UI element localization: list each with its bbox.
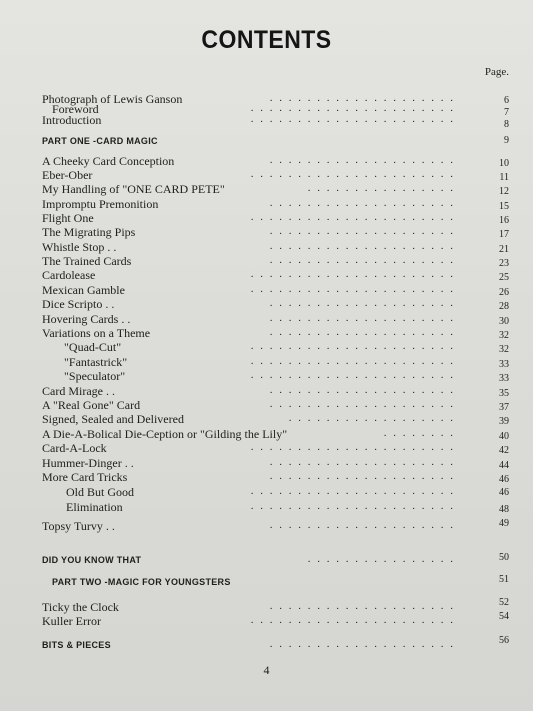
toc-entry [0,611,533,628]
toc-entry-page: 32 [499,330,509,341]
page-title: CONTENTS [201,26,332,54]
toc-entry [0,225,533,239]
toc-entry-page: 42 [499,445,509,456]
toc-entry-title: "Quad-Cut" [64,340,122,354]
toc-entry-page: 16 [499,215,509,226]
toc-entry [0,519,533,533]
toc-entry-page: 9 [504,135,509,146]
toc-leader-dots: . . . . . . . . . . . . . . . . . . . . [269,92,455,104]
toc-entry [0,456,533,470]
toc-entry-page: 50 [499,552,509,563]
toc-leader-dots: . . . . . . . . . . . . . . . . . . . . [269,398,455,410]
toc-entry-page: 26 [499,287,509,298]
toc-entry-page: 56 [499,635,509,646]
toc-entry-title: The Trained Cards [42,254,132,268]
toc-entry-page: 33 [499,373,509,384]
toc-leader-dots: . . . . . . . . . . . . . . . . . . . . . . [250,485,455,497]
toc-entry-page: 25 [499,272,509,283]
toc-entry [0,384,533,398]
toc-entry-page: 8 [504,119,509,130]
toc-entry-title: DID YOU KNOW THAT [42,555,142,565]
toc-entry-title: Topsy Turvy . . [42,519,115,533]
toc-leader-dots: . . . . . . . . . . . . . . . . . . . . . . [250,283,455,295]
toc-entry-page: 40 [499,431,509,442]
toc-entry-title: PART TWO -MAGIC FOR YOUNGSTERS [52,577,231,587]
toc-entry-page: 37 [499,402,509,413]
toc-entry [0,575,533,589]
toc-entry-page: 51 [499,574,509,585]
toc-leader-dots: . . . . . . . . . . . . . . . . . . . . [269,470,455,482]
toc-entry-title: Mexican Gamble [42,283,125,297]
toc-leader-dots: . . . . . . . . . . . . . . . . . . . . [269,154,455,166]
toc-leader-dots: . . . . . . . . . . . . . . . . . . . . . . [250,168,455,180]
toc-entry [0,470,533,484]
toc-entry-title: Flight One [42,211,94,225]
toc-leader-dots: . . . . . . . . . . . . . . . . . . . . [269,326,455,338]
toc-leader-dots: . . . . . . . . . . . . . . . . . . . . [269,240,455,252]
toc-entry-page: 32 [499,344,509,355]
toc-entry-title: "Speculator" [64,369,126,383]
toc-entry [0,441,533,455]
toc-entry-page: 28 [499,301,509,312]
toc-leader-dots: . . . . . . . . . . . . . . . . . . . . [269,254,455,266]
toc-entry-title: Old But Good [66,485,135,499]
toc-entry-title: BITS & PIECES [42,640,111,650]
toc-entry-title: PART ONE -CARD MAGIC [42,136,158,146]
toc-leader-dots: . . . . . . . . . . . . . . . . . . . . . . [250,102,455,114]
toc-entry-title: Kuller Error [42,614,101,628]
toc-leader-dots: . . . . . . . . . . . . . . . . . . . . . . [250,268,455,280]
toc-leader-dots: . . . . . . . . [383,427,455,439]
toc-entry-page: 52 [499,597,509,608]
toc-entry [0,500,533,514]
toc-entry [0,254,533,268]
toc-leader-dots: . . . . . . . . . . . . . . . . . . . . [269,638,455,650]
toc-leader-dots: . . . . . . . . . . . . . . . . [307,553,455,565]
toc-entry-page: 48 [499,504,509,515]
toc-entry-page: 23 [499,258,509,269]
toc-entry-page: 11 [499,172,509,183]
toc-entry-title: "Fantastrick" [64,355,128,369]
toc-leader-dots: . . . . . . . . . . . . . . . . . . . . [269,456,455,468]
toc-entry [0,168,533,182]
toc-entry-page: 10 [499,158,509,169]
toc-entry-title: Dice Scripto . . [42,297,115,311]
toc-entry [0,427,533,441]
toc-entry-title: Introduction [42,113,102,127]
toc-entry [0,340,533,354]
toc-entry [0,412,533,426]
toc-entry-title: More Card Tricks [42,470,128,484]
toc-entry-title: Cardolease [42,268,96,282]
page-number: 4 [263,663,270,677]
toc-entry [0,154,533,168]
toc-entry-page: 21 [499,244,509,255]
toc-leader-dots: . . . . . . . . . . . . . . . . [307,182,455,194]
toc-entry-page: 49 [499,518,509,529]
toc-leader-dots: . . . . . . . . . . . . . . . . . . [288,412,455,424]
toc-entry-page: 46 [499,474,509,485]
toc-entry [0,485,533,499]
toc-entry-page: 12 [499,186,509,197]
toc-entry-page: 30 [499,316,509,327]
toc-entry-page: 35 [499,388,509,399]
toc-leader-dots: . . . . . . . . . . . . . . . . . . . . . . [250,369,455,381]
toc-entry-page: 15 [499,201,509,212]
toc-entry-title: A Cheeky Card Conception [42,154,175,168]
toc-entry [0,211,533,225]
toc-entry-title: Hummer-Dinger . . [42,456,134,470]
toc-leader-dots: . . . . . . . . . . . . . . . . . . . . [269,297,455,309]
toc-entry-title: Foreword [52,102,99,116]
toc-entry [0,297,533,311]
toc-leader-dots: . . . . . . . . . . . . . . . . . . . . [269,225,455,237]
toc-entry [0,113,533,130]
toc-entry [0,240,533,254]
toc-entry-title: Photograph of Lewis Ganson [42,92,183,106]
toc-leader-dots: . . . . . . . . . . . . . . . . . . . . [269,384,455,396]
toc-entry-page: 7 [504,107,509,118]
toc-entry-title: Variations on a Theme [42,326,151,340]
toc-leader-dots: . . . . . . . . . . . . . . . . . . . . . . [250,500,455,512]
toc-leader-dots: . . . . . . . . . . . . . . . . . . . . [269,600,455,612]
toc-entry-page: 17 [499,229,509,240]
toc-leader-dots: . . . . . . . . . . . . . . . . . . . . [269,519,455,531]
toc-leader-dots: . . . . . . . . . . . . . . . . . . . . . . [250,441,455,453]
toc-entry-title: Ticky the Clock [42,600,119,614]
toc-entry-title: The Migrating Pips [42,225,136,239]
toc-leader-dots: . . . . . . . . . . . . . . . . . . . . . . [250,211,455,223]
toc-entry [0,369,533,383]
page-column-header: Page. [484,66,509,78]
toc-entry [0,597,533,614]
toc-entry [0,312,533,326]
toc-entry-title: Elimination [66,500,123,514]
toc-entry-title: Whistle Stop . . [42,240,117,254]
toc-entry-title: A Die-A-Bolical Die-Ception or "Gilding the Lily" [42,427,288,441]
toc-entry-page: 54 [499,611,509,622]
toc-leader-dots: . . . . . . . . . . . . . . . . . . . . [269,197,455,209]
toc-leader-dots: . . . . . . . . . . . . . . . . . . . . [269,312,455,324]
toc-entry-page: 33 [499,359,509,370]
toc-leader-dots: . . . . . . . . . . . . . . . . . . . . . . [250,355,455,367]
toc-leader-dots: . . . . . . . . . . . . . . . . . . . . . . [250,614,455,626]
toc-entry [0,283,533,297]
toc-entry-page: 44 [499,460,509,471]
toc-entry [0,197,533,211]
toc-entry-title: Eber-Ober [42,168,93,182]
toc-entry-title: My Handling of "ONE CARD PETE" [42,182,225,196]
toc-entry-title: Hovering Cards . . [42,312,131,326]
toc-entry [0,398,533,412]
toc-entry [0,134,533,148]
toc-entry-page: 46 [499,487,509,498]
toc-leader-dots: . . . . . . . . . . . . . . . . . . . . . . [250,340,455,352]
toc-entry-title: Impromptu Premonition [42,197,159,211]
toc-entry [0,553,533,567]
toc-entry-title: A "Real Gone" Card [42,398,141,412]
toc-leader-dots: . . . . . . . . . . . . . . . . . . . . . . [250,113,455,125]
toc-entry [0,182,533,196]
toc-entry-page: 39 [499,416,509,427]
toc-entry [0,635,533,652]
toc-entry [0,268,533,282]
toc-entry [0,326,533,340]
toc-entry [0,355,533,369]
toc-entry-title: Card-A-Lock [42,441,107,455]
toc-entry-title: Signed, Sealed and Delivered [42,412,184,426]
toc-entry-page: 6 [504,95,509,106]
toc-entry-title: Card Mirage . . [42,384,115,398]
